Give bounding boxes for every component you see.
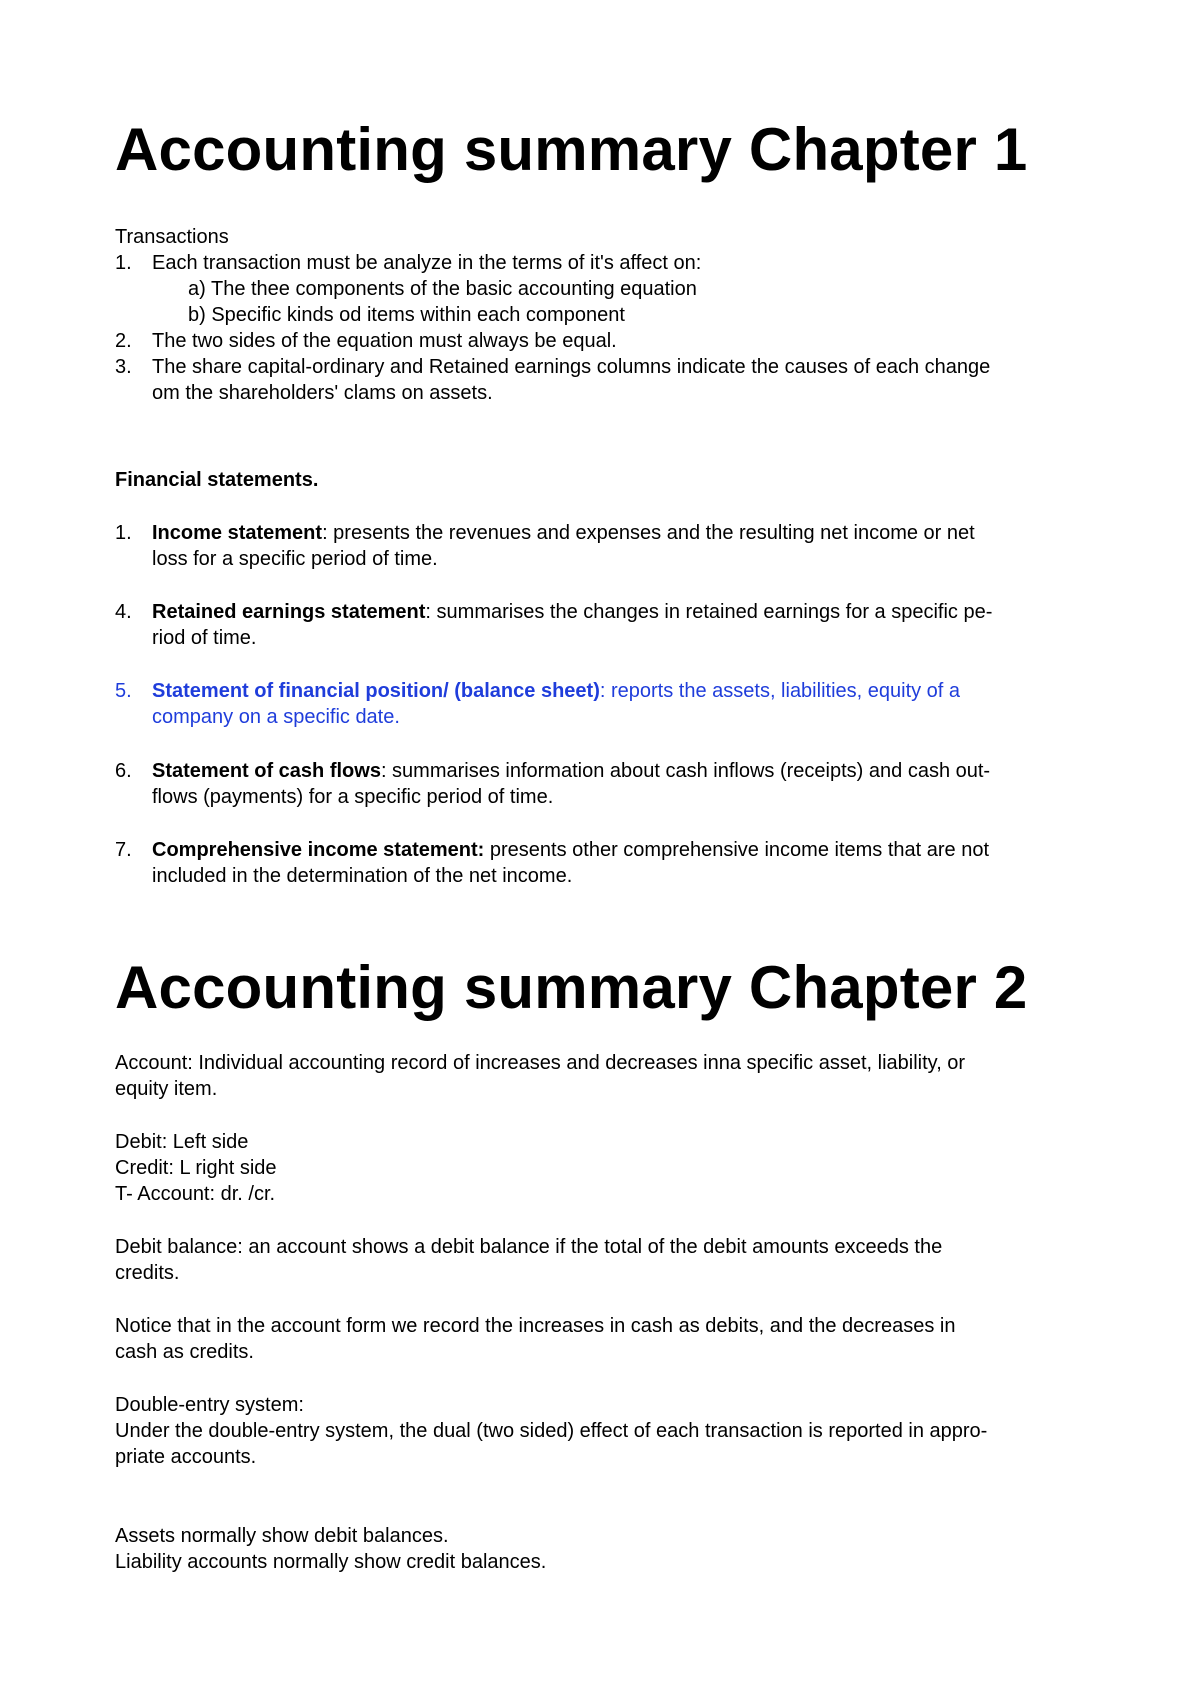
list-item-text: Each transaction must be analyze in the terms of it's affect on: xyxy=(152,252,702,274)
debit-balance-cont: credits. xyxy=(115,1262,180,1284)
statement-term: Retained earnings statement xyxy=(152,601,426,623)
debit-line: Debit: Left side xyxy=(115,1131,249,1153)
statement-term: Statement of financial position/ (balance sheet) xyxy=(152,680,600,702)
transactions-label: Transactions xyxy=(115,226,229,248)
account-definition-cont: equity item. xyxy=(115,1078,218,1100)
statement-item-cont: flows (payments) for a specific period of time. xyxy=(152,786,554,808)
notice-text-cont: cash as credits. xyxy=(115,1341,254,1363)
statement-term: Income statement xyxy=(152,522,323,544)
notice-text: Notice that in the account form we record the increases in cash as debits, and the decreases in xyxy=(115,1315,956,1337)
sub-item-b: b) Specific kinds od items within each component xyxy=(188,304,625,326)
liability-line: Liability accounts normally show credit balances. xyxy=(115,1551,547,1573)
statement-item: Comprehensive income statement: presents other comprehensive income items that are not xyxy=(152,839,990,861)
double-entry-label: Double-entry system: xyxy=(115,1394,304,1416)
statement-term: Comprehensive income statement: xyxy=(152,839,485,861)
statement-item-cont: loss for a specific period of time. xyxy=(152,548,438,570)
statement-item: Statement of cash flows: summarises information about cash inflows (receipts) and cash out- xyxy=(152,760,991,782)
list-number: 6. xyxy=(115,760,132,782)
list-item-text: The share capital-ordinary and Retained earnings columns indicate the causes of each change xyxy=(152,356,991,378)
credit-line: Credit: L right side xyxy=(115,1157,277,1179)
statement-item: Retained earnings statement: summarises the changes in retained earnings for a specific pe- xyxy=(152,601,993,623)
double-entry-text: Under the double-entry system, the dual (two sided) effect of each transaction is reported in appro- xyxy=(115,1420,988,1442)
t-account-line: T- Account: dr. /cr. xyxy=(115,1183,276,1205)
account-definition: Account: Individual accounting record of increases and decreases inna specific asset, liability, or xyxy=(115,1052,966,1074)
statement-item-cont: company on a specific date. xyxy=(152,706,400,728)
double-entry-text-cont: priate accounts. xyxy=(115,1446,257,1468)
list-number: 1. xyxy=(115,522,132,544)
statement-item: Income statement: presents the revenues and expenses and the resulting net income or net xyxy=(152,522,975,544)
list-item-text: The two sides of the equation must always be equal. xyxy=(152,330,617,352)
debit-balance: Debit balance: an account shows a debit balance if the total of the debit amounts exceeds the xyxy=(115,1236,943,1258)
statement-item-cont: riod of time. xyxy=(152,627,257,649)
sub-item-a: a) The thee components of the basic accounting equation xyxy=(188,278,697,300)
list-number: 7. xyxy=(115,839,132,861)
statement-term: Statement of cash flows xyxy=(152,760,381,782)
list-number: 4. xyxy=(115,601,132,623)
list-item-text: om the shareholders' clams on assets. xyxy=(152,382,493,404)
list-number: 5. xyxy=(115,680,132,702)
chapter-1-title: Accounting summary Chapter 1 xyxy=(115,116,1028,183)
statement-item-highlighted: Statement of financial position/ (balance sheet): reports the assets, liabilities, equity of a xyxy=(152,680,961,702)
chapter-2-title: Accounting summary Chapter 2 xyxy=(115,954,1028,1021)
list-number: 3. xyxy=(115,356,132,378)
list-number: 1. xyxy=(115,252,132,274)
financial-statements-heading: Financial statements. xyxy=(115,469,319,491)
list-number: 2. xyxy=(115,330,132,352)
assets-line: Assets normally show debit balances. xyxy=(115,1525,449,1547)
statement-item-cont: included in the determination of the net income. xyxy=(152,865,573,887)
